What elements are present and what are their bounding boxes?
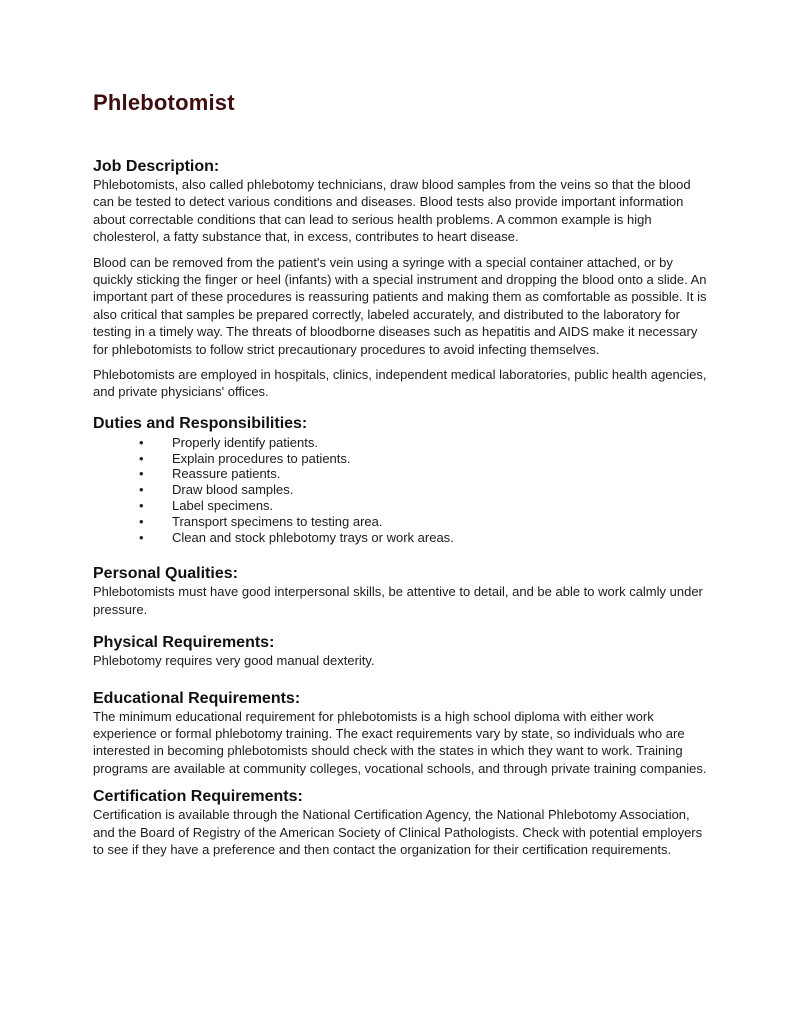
list-item: • Reassure patients. — [93, 466, 712, 482]
list-item: • Explain procedures to patients. — [93, 451, 712, 467]
paragraph: Certification is available through the National Certification Agency, the National Phlebotomy Association, and the Board of Registry of the American Society of Clinical Pathologists. Check with potential employers to see if they have a preference and then contact the organization for their certification requirements. — [93, 807, 703, 858]
list-item: • Label specimens. — [93, 498, 712, 514]
section-certification-requirements — [93, 788, 712, 858]
personal-qualities-heading: Personal Qualities: — [93, 565, 238, 583]
section-educational-requirements — [93, 690, 712, 778]
job-description-heading: Job Description: — [93, 158, 220, 175]
section-job-description — [93, 158, 712, 401]
page-title: Phlebotomist — [93, 90, 235, 115]
list-item: • Properly identify patients. — [93, 435, 712, 451]
duties-heading: Duties and Responsibilities: — [93, 414, 308, 432]
duties-list — [93, 435, 712, 546]
certification-requirements-heading: Certification Requirements: — [93, 788, 303, 806]
paragraph: Blood can be removed from the patient's vein using a syringe with a special container attached, or by quickly sticking the finger or heel (infants) with a special instrument and dropping the blood onto a slide. An important part of these procedures is reassuring patients and making them as comfortable as possible. It is also critical that samples be prepared correctly, labeled accurately, and distributed to the laboratory for testing in a timely way. The threats of bloodborne diseases such as hepatitis and AIDS make it necessary for phlebotomists to follow strict precautionary procedures to avoid infecting themselves. — [93, 254, 707, 357]
educational-requirements-heading: Educational Requirements: — [93, 689, 301, 707]
section-physical-requirements — [93, 634, 712, 669]
list-item: • Draw blood samples. — [93, 482, 712, 498]
section-duties-responsibilities — [93, 415, 712, 546]
paragraph: Phlebotomy requires very good manual dexterity. — [93, 653, 375, 669]
paragraph: The minimum educational requirement for phlebotomists is a high school diploma with either work experience or formal phlebotomy training. The exact requirements vary by state, so individuals who are interested in becoming phlebotomists should check with the states in which they want to work. Training programs are available at community colleges, vocational schools, and through private training companies. — [93, 708, 707, 776]
physical-requirements-heading: Physical Requirements: — [93, 634, 275, 652]
paragraph: Phlebotomists, also called phlebotomy technicians, draw blood samples from the veins so that the blood can be tested to detect various conditions and diseases. Blood tests also provide important information about correctable conditions that can lead to serious health problems. A common example is high cholesterol, a fatty substance that, in excess, contributes to heart disease. — [93, 177, 691, 245]
paragraph: Phlebotomists are employed in hospitals, clinics, independent medical laboratories, public health agencies, and private physicians' offices. — [93, 367, 707, 400]
list-item: • Clean and stock phlebotomy trays or work areas. — [93, 530, 712, 546]
paragraph: Phlebotomists must have good interpersonal skills, be attentive to detail, and be able to work calmly under pressure. — [93, 584, 703, 617]
list-item: • Transport specimens to testing area. — [93, 514, 712, 530]
section-personal-qualities — [93, 565, 712, 618]
